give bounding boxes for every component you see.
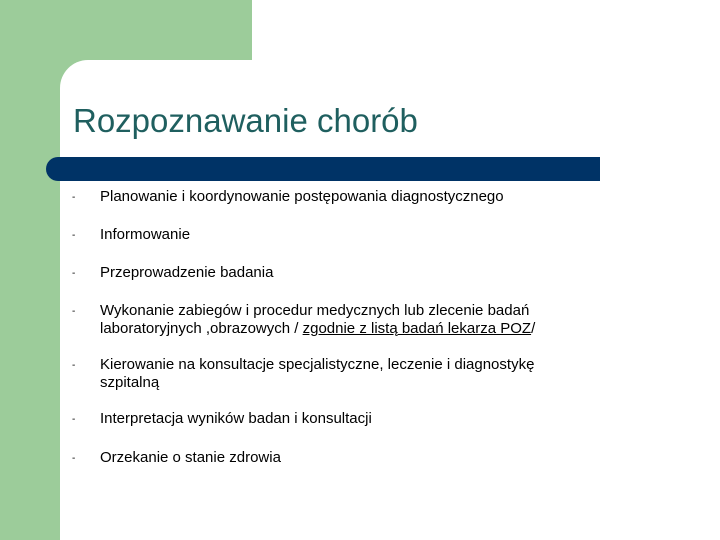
bullet-dash: - — [72, 192, 76, 203]
list-item-text-line2: szpitalną — [100, 374, 160, 391]
list-item-text: Interpretacja wyników badan i konsultacji — [100, 410, 372, 427]
bullet-dash: - — [72, 306, 76, 317]
bullet-dash: - — [72, 360, 76, 371]
bullet-dash: - — [72, 414, 76, 425]
underlined-reference: zgodnie z listą badań lekarza POZ — [302, 320, 532, 337]
list-item-text — [100, 356, 660, 392]
bullet-dash: - — [72, 453, 76, 464]
list-item-text-line1: Kierowanie na konsultacje specjalistyczne, leczenie i diagnostykę — [100, 356, 535, 373]
list-item-text-line2: laboratoryjnych ,obrazowych / — [100, 320, 303, 337]
list-item-text — [100, 302, 660, 338]
list-item-text-line2-end: / — [531, 320, 536, 337]
list-item-text: Informowanie — [100, 226, 191, 243]
bullet-dash: - — [72, 268, 76, 279]
bullet-dash: - — [72, 230, 76, 241]
list-item-text: Przeprowadzenie badania — [100, 264, 274, 281]
slide-title: Rozpoznawanie chorób — [73, 102, 418, 139]
list-item-text-line1: Wykonanie zabiegów i procedur medycznych lub zlecenie badań — [100, 302, 530, 319]
list-item-text: Orzekanie o stanie zdrowia — [100, 449, 281, 466]
list-item-text: Planowanie i koordynowanie postępowania diagnostycznego — [100, 188, 504, 205]
